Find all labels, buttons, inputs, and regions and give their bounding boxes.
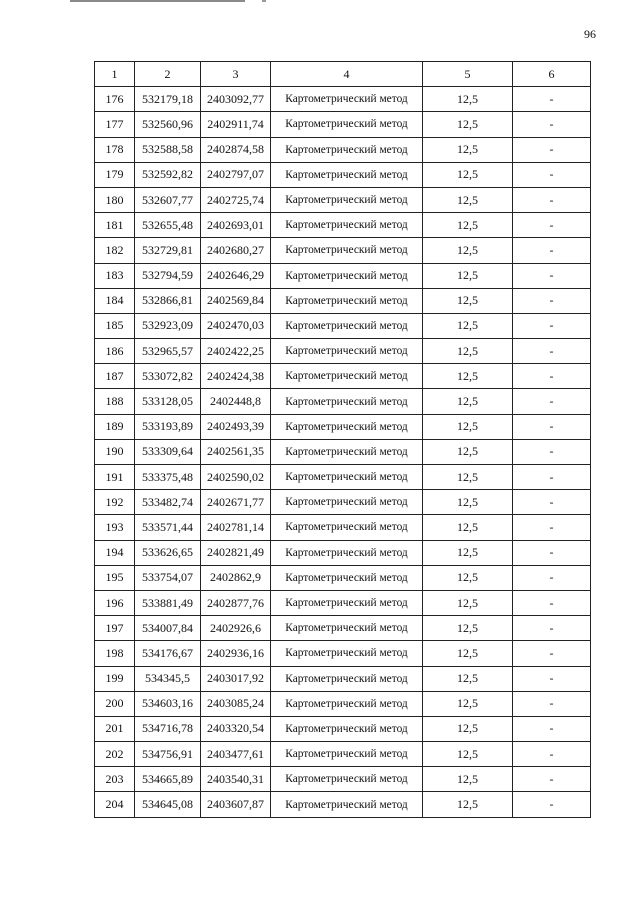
point-number-cell: 198 bbox=[95, 641, 135, 666]
point-number-cell: 177 bbox=[95, 112, 135, 137]
note-cell: - bbox=[513, 213, 591, 238]
x-coordinate-cell: 532588,58 bbox=[135, 137, 201, 162]
table-row bbox=[95, 465, 591, 490]
table-row bbox=[95, 490, 591, 515]
table-row bbox=[95, 87, 591, 112]
page-number: 96 bbox=[584, 27, 596, 41]
x-coordinate-cell: 532794,59 bbox=[135, 263, 201, 288]
y-coordinate-cell: 2402422,25 bbox=[201, 339, 271, 364]
accuracy-cell: 12,5 bbox=[423, 767, 513, 792]
accuracy-cell: 12,5 bbox=[423, 213, 513, 238]
point-number-cell: 194 bbox=[95, 540, 135, 565]
table-row bbox=[95, 515, 591, 540]
method-cell: Картометрический метод bbox=[271, 137, 423, 162]
y-coordinate-cell: 2402797,07 bbox=[201, 162, 271, 187]
table-row bbox=[95, 339, 591, 364]
y-coordinate-cell: 2402448,8 bbox=[201, 389, 271, 414]
y-coordinate-cell: 2402680,27 bbox=[201, 238, 271, 263]
method-cell: Картометрический метод bbox=[271, 515, 423, 540]
note-cell: - bbox=[513, 641, 591, 666]
y-coordinate-cell: 2402569,84 bbox=[201, 288, 271, 313]
point-number-cell: 197 bbox=[95, 616, 135, 641]
method-cell: Картометрический метод bbox=[271, 716, 423, 741]
x-coordinate-cell: 532560,96 bbox=[135, 112, 201, 137]
x-coordinate-cell: 534603,16 bbox=[135, 691, 201, 716]
point-number-cell: 190 bbox=[95, 439, 135, 464]
point-number-cell: 185 bbox=[95, 313, 135, 338]
accuracy-cell: 12,5 bbox=[423, 666, 513, 691]
accuracy-cell: 12,5 bbox=[423, 641, 513, 666]
note-cell: - bbox=[513, 87, 591, 112]
table-row bbox=[95, 213, 591, 238]
y-coordinate-cell: 2403085,24 bbox=[201, 691, 271, 716]
y-coordinate-cell: 2402590,02 bbox=[201, 465, 271, 490]
x-coordinate-cell: 534007,84 bbox=[135, 616, 201, 641]
table-row bbox=[95, 137, 591, 162]
note-cell: - bbox=[513, 313, 591, 338]
table-row bbox=[95, 540, 591, 565]
note-cell: - bbox=[513, 490, 591, 515]
accuracy-cell: 12,5 bbox=[423, 792, 513, 817]
method-cell: Картометрический метод bbox=[271, 540, 423, 565]
x-coordinate-cell: 533128,05 bbox=[135, 389, 201, 414]
y-coordinate-cell: 2402561,35 bbox=[201, 439, 271, 464]
y-coordinate-cell: 2402874,58 bbox=[201, 137, 271, 162]
x-coordinate-cell: 533571,44 bbox=[135, 515, 201, 540]
x-coordinate-cell: 533193,89 bbox=[135, 414, 201, 439]
point-number-cell: 189 bbox=[95, 414, 135, 439]
table-row bbox=[95, 313, 591, 338]
point-number-cell: 187 bbox=[95, 364, 135, 389]
table-row bbox=[95, 364, 591, 389]
method-cell: Картометрический метод bbox=[271, 288, 423, 313]
accuracy-cell: 12,5 bbox=[423, 565, 513, 590]
y-coordinate-cell: 2403477,61 bbox=[201, 742, 271, 767]
x-coordinate-cell: 533754,07 bbox=[135, 565, 201, 590]
y-coordinate-cell: 2402693,01 bbox=[201, 213, 271, 238]
method-cell: Картометрический метод bbox=[271, 389, 423, 414]
point-number-cell: 201 bbox=[95, 716, 135, 741]
accuracy-cell: 12,5 bbox=[423, 691, 513, 716]
x-coordinate-cell: 533482,74 bbox=[135, 490, 201, 515]
note-cell: - bbox=[513, 465, 591, 490]
point-number-cell: 186 bbox=[95, 339, 135, 364]
point-number-cell: 181 bbox=[95, 213, 135, 238]
header-cell-4: 4 bbox=[271, 62, 423, 87]
note-cell: - bbox=[513, 439, 591, 464]
method-cell: Картометрический метод bbox=[271, 112, 423, 137]
x-coordinate-cell: 532592,82 bbox=[135, 162, 201, 187]
method-cell: Картометрический метод bbox=[271, 641, 423, 666]
accuracy-cell: 12,5 bbox=[423, 87, 513, 112]
accuracy-cell: 12,5 bbox=[423, 465, 513, 490]
accuracy-cell: 12,5 bbox=[423, 490, 513, 515]
note-cell: - bbox=[513, 565, 591, 590]
point-number-cell: 193 bbox=[95, 515, 135, 540]
method-cell: Картометрический метод bbox=[271, 590, 423, 615]
table-row bbox=[95, 691, 591, 716]
accuracy-cell: 12,5 bbox=[423, 439, 513, 464]
y-coordinate-cell: 2403092,77 bbox=[201, 87, 271, 112]
note-cell: - bbox=[513, 767, 591, 792]
coordinates-table bbox=[94, 61, 591, 818]
accuracy-cell: 12,5 bbox=[423, 187, 513, 212]
note-cell: - bbox=[513, 666, 591, 691]
note-cell: - bbox=[513, 742, 591, 767]
note-cell: - bbox=[513, 288, 591, 313]
method-cell: Картометрический метод bbox=[271, 187, 423, 212]
x-coordinate-cell: 534716,78 bbox=[135, 716, 201, 741]
accuracy-cell: 12,5 bbox=[423, 137, 513, 162]
x-coordinate-cell: 532729,81 bbox=[135, 238, 201, 263]
point-number-cell: 176 bbox=[95, 87, 135, 112]
note-cell: - bbox=[513, 112, 591, 137]
y-coordinate-cell: 2402646,29 bbox=[201, 263, 271, 288]
table-row bbox=[95, 112, 591, 137]
method-cell: Картометрический метод bbox=[271, 666, 423, 691]
table-row bbox=[95, 742, 591, 767]
method-cell: Картометрический метод bbox=[271, 364, 423, 389]
note-cell: - bbox=[513, 792, 591, 817]
header-cell-2: 2 bbox=[135, 62, 201, 87]
scan-edge-dot bbox=[262, 0, 266, 2]
method-cell: Картометрический метод bbox=[271, 87, 423, 112]
table-body bbox=[95, 87, 591, 817]
table-row bbox=[95, 616, 591, 641]
point-number-cell: 188 bbox=[95, 389, 135, 414]
y-coordinate-cell: 2402725,74 bbox=[201, 187, 271, 212]
accuracy-cell: 12,5 bbox=[423, 313, 513, 338]
method-cell: Картометрический метод bbox=[271, 339, 423, 364]
method-cell: Картометрический метод bbox=[271, 465, 423, 490]
accuracy-cell: 12,5 bbox=[423, 389, 513, 414]
accuracy-cell: 12,5 bbox=[423, 238, 513, 263]
method-cell: Картометрический метод bbox=[271, 162, 423, 187]
x-coordinate-cell: 534176,67 bbox=[135, 641, 201, 666]
table-row bbox=[95, 666, 591, 691]
point-number-cell: 202 bbox=[95, 742, 135, 767]
accuracy-cell: 12,5 bbox=[423, 515, 513, 540]
x-coordinate-cell: 533881,49 bbox=[135, 590, 201, 615]
header-row bbox=[95, 62, 591, 87]
x-coordinate-cell: 532655,48 bbox=[135, 213, 201, 238]
point-number-cell: 196 bbox=[95, 590, 135, 615]
accuracy-cell: 12,5 bbox=[423, 339, 513, 364]
y-coordinate-cell: 2402671,77 bbox=[201, 490, 271, 515]
table-row bbox=[95, 641, 591, 666]
note-cell: - bbox=[513, 339, 591, 364]
x-coordinate-cell: 533375,48 bbox=[135, 465, 201, 490]
y-coordinate-cell: 2402862,9 bbox=[201, 565, 271, 590]
table-row bbox=[95, 162, 591, 187]
x-coordinate-cell: 534345,5 bbox=[135, 666, 201, 691]
point-number-cell: 179 bbox=[95, 162, 135, 187]
method-cell: Картометрический метод bbox=[271, 213, 423, 238]
method-cell: Картометрический метод bbox=[271, 263, 423, 288]
y-coordinate-cell: 2402781,14 bbox=[201, 515, 271, 540]
x-coordinate-cell: 532965,57 bbox=[135, 339, 201, 364]
method-cell: Картометрический метод bbox=[271, 767, 423, 792]
table-row bbox=[95, 414, 591, 439]
header-cell-5: 5 bbox=[423, 62, 513, 87]
point-number-cell: 204 bbox=[95, 792, 135, 817]
y-coordinate-cell: 2402424,38 bbox=[201, 364, 271, 389]
note-cell: - bbox=[513, 616, 591, 641]
y-coordinate-cell: 2402926,6 bbox=[201, 616, 271, 641]
note-cell: - bbox=[513, 691, 591, 716]
y-coordinate-cell: 2402821,49 bbox=[201, 540, 271, 565]
table-row bbox=[95, 716, 591, 741]
method-cell: Картометрический метод bbox=[271, 414, 423, 439]
x-coordinate-cell: 533309,64 bbox=[135, 439, 201, 464]
y-coordinate-cell: 2402877,76 bbox=[201, 590, 271, 615]
y-coordinate-cell: 2402470,03 bbox=[201, 313, 271, 338]
method-cell: Картометрический метод bbox=[271, 742, 423, 767]
x-coordinate-cell: 534645,08 bbox=[135, 792, 201, 817]
point-number-cell: 180 bbox=[95, 187, 135, 212]
method-cell: Картометрический метод bbox=[271, 313, 423, 338]
note-cell: - bbox=[513, 238, 591, 263]
y-coordinate-cell: 2403320,54 bbox=[201, 716, 271, 741]
header-cell-6: 6 bbox=[513, 62, 591, 87]
accuracy-cell: 12,5 bbox=[423, 112, 513, 137]
method-cell: Картометрический метод bbox=[271, 691, 423, 716]
table-row bbox=[95, 288, 591, 313]
table-row bbox=[95, 792, 591, 817]
x-coordinate-cell: 532923,09 bbox=[135, 313, 201, 338]
accuracy-cell: 12,5 bbox=[423, 288, 513, 313]
table-row bbox=[95, 187, 591, 212]
accuracy-cell: 12,5 bbox=[423, 263, 513, 288]
point-number-cell: 191 bbox=[95, 465, 135, 490]
accuracy-cell: 12,5 bbox=[423, 716, 513, 741]
note-cell: - bbox=[513, 540, 591, 565]
point-number-cell: 192 bbox=[95, 490, 135, 515]
note-cell: - bbox=[513, 137, 591, 162]
method-cell: Картометрический метод bbox=[271, 490, 423, 515]
accuracy-cell: 12,5 bbox=[423, 162, 513, 187]
table-row bbox=[95, 565, 591, 590]
point-number-cell: 183 bbox=[95, 263, 135, 288]
point-number-cell: 200 bbox=[95, 691, 135, 716]
note-cell: - bbox=[513, 263, 591, 288]
y-coordinate-cell: 2403540,31 bbox=[201, 767, 271, 792]
x-coordinate-cell: 534665,89 bbox=[135, 767, 201, 792]
point-number-cell: 195 bbox=[95, 565, 135, 590]
note-cell: - bbox=[513, 414, 591, 439]
accuracy-cell: 12,5 bbox=[423, 742, 513, 767]
x-coordinate-cell: 533626,65 bbox=[135, 540, 201, 565]
y-coordinate-cell: 2403607,87 bbox=[201, 792, 271, 817]
accuracy-cell: 12,5 bbox=[423, 414, 513, 439]
method-cell: Картометрический метод bbox=[271, 792, 423, 817]
table-row bbox=[95, 590, 591, 615]
accuracy-cell: 12,5 bbox=[423, 616, 513, 641]
y-coordinate-cell: 2402936,16 bbox=[201, 641, 271, 666]
accuracy-cell: 12,5 bbox=[423, 364, 513, 389]
note-cell: - bbox=[513, 162, 591, 187]
point-number-cell: 199 bbox=[95, 666, 135, 691]
table-row bbox=[95, 439, 591, 464]
point-number-cell: 178 bbox=[95, 137, 135, 162]
scan-edge-mark bbox=[70, 0, 245, 2]
table-row bbox=[95, 389, 591, 414]
table-row bbox=[95, 263, 591, 288]
x-coordinate-cell: 533072,82 bbox=[135, 364, 201, 389]
y-coordinate-cell: 2402911,74 bbox=[201, 112, 271, 137]
note-cell: - bbox=[513, 364, 591, 389]
note-cell: - bbox=[513, 187, 591, 212]
method-cell: Картометрический метод bbox=[271, 565, 423, 590]
y-coordinate-cell: 2403017,92 bbox=[201, 666, 271, 691]
point-number-cell: 182 bbox=[95, 238, 135, 263]
method-cell: Картометрический метод bbox=[271, 439, 423, 464]
method-cell: Картометрический метод bbox=[271, 238, 423, 263]
note-cell: - bbox=[513, 716, 591, 741]
header-cell-3: 3 bbox=[201, 62, 271, 87]
table-row bbox=[95, 238, 591, 263]
x-coordinate-cell: 534756,91 bbox=[135, 742, 201, 767]
x-coordinate-cell: 532179,18 bbox=[135, 87, 201, 112]
y-coordinate-cell: 2402493,39 bbox=[201, 414, 271, 439]
note-cell: - bbox=[513, 389, 591, 414]
x-coordinate-cell: 532866,81 bbox=[135, 288, 201, 313]
header-cell-1: 1 bbox=[95, 62, 135, 87]
point-number-cell: 184 bbox=[95, 288, 135, 313]
accuracy-cell: 12,5 bbox=[423, 540, 513, 565]
accuracy-cell: 12,5 bbox=[423, 590, 513, 615]
point-number-cell: 203 bbox=[95, 767, 135, 792]
method-cell: Картометрический метод bbox=[271, 616, 423, 641]
x-coordinate-cell: 532607,77 bbox=[135, 187, 201, 212]
note-cell: - bbox=[513, 590, 591, 615]
note-cell: - bbox=[513, 515, 591, 540]
table-row bbox=[95, 767, 591, 792]
